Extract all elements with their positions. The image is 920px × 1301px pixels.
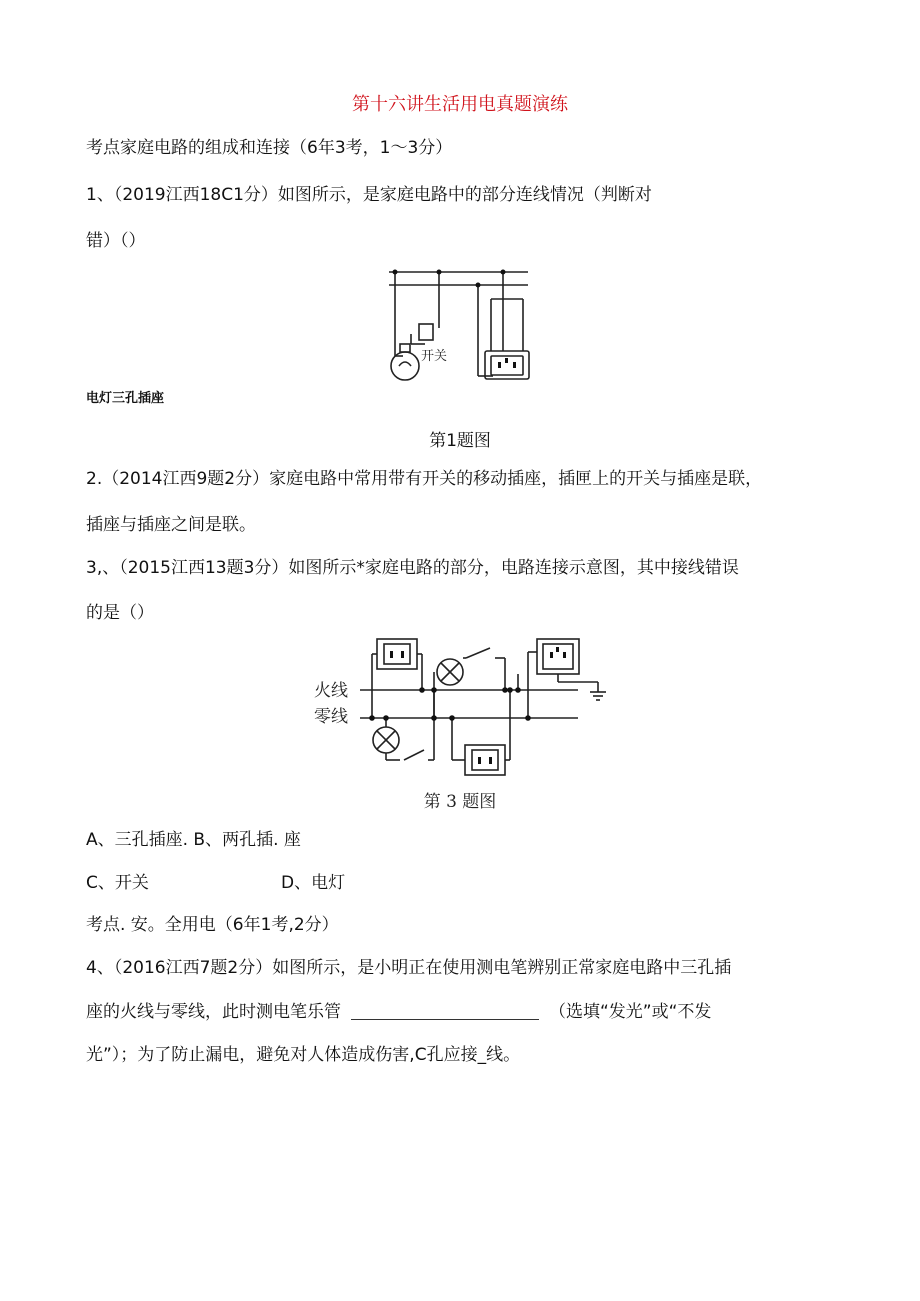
question-4-line-2	[86, 1001, 711, 1023]
page-title: 第十六讲生活用电真题演练	[352, 94, 568, 115]
question-4-line-2-text: 座的火线与零线，此时测电笔乐管	[86, 1002, 341, 1022]
figure-3-caption: 第 3 题图	[423, 792, 497, 812]
question-3-line-2: 的是（）	[86, 603, 154, 623]
question-3-option-d: D、电灯	[281, 873, 346, 893]
figure-3-circuit	[300, 630, 620, 815]
figure-1-switch-label: 开关	[421, 349, 448, 364]
section-heading-circuit: 考点家庭电路的组成和连接（6年3考，1～3分）	[86, 138, 453, 158]
question-1-line-1: 1、（2019江西18C1分）如图所示，是家庭电路中的部分连线情况（判断对	[86, 185, 652, 205]
question-2-line-1: 2.（2014江西9题2分）家庭电路中常用带有开关的移动插座，插匣上的开关与插座是联，	[86, 469, 763, 489]
question-1-line-2: 错）（）	[86, 231, 146, 251]
figure-1-component-labels: 电灯三孔插座	[86, 391, 165, 406]
answer-blank	[351, 1005, 539, 1020]
question-4-line-2-options: （选填“发光”或“不发	[549, 1002, 712, 1022]
question-2-line-2: 插座与插座之间是联。	[86, 515, 256, 535]
question-4-line-3: 光”）；为了防止漏电，避免对人体造成伤害,C孔应接_线。	[86, 1045, 521, 1065]
figure-1-circuit	[383, 266, 543, 391]
question-3-option-c: C、开关	[86, 873, 149, 893]
section-heading-safety: 考点. 安。全用电（6年1考,2分）	[86, 915, 339, 935]
figure-3-live-wire-label: 火线	[314, 681, 348, 701]
figure-3-neutral-wire-label: 零线	[314, 707, 348, 727]
figure-1-caption: 第1题图	[429, 431, 491, 451]
question-4-line-1: 4、（2016江西7题2分）如图所示，是小明正在使用测电笔辨别正常家庭电路中三孔插	[86, 958, 732, 978]
question-3-options-ab: A、三孔插座. B、两孔插. 座	[86, 830, 301, 850]
question-3-line-1: 3,、（2015江西13题3分）如图所示*家庭电路的部分，电路连接示意图，其中接线错误	[86, 558, 739, 578]
